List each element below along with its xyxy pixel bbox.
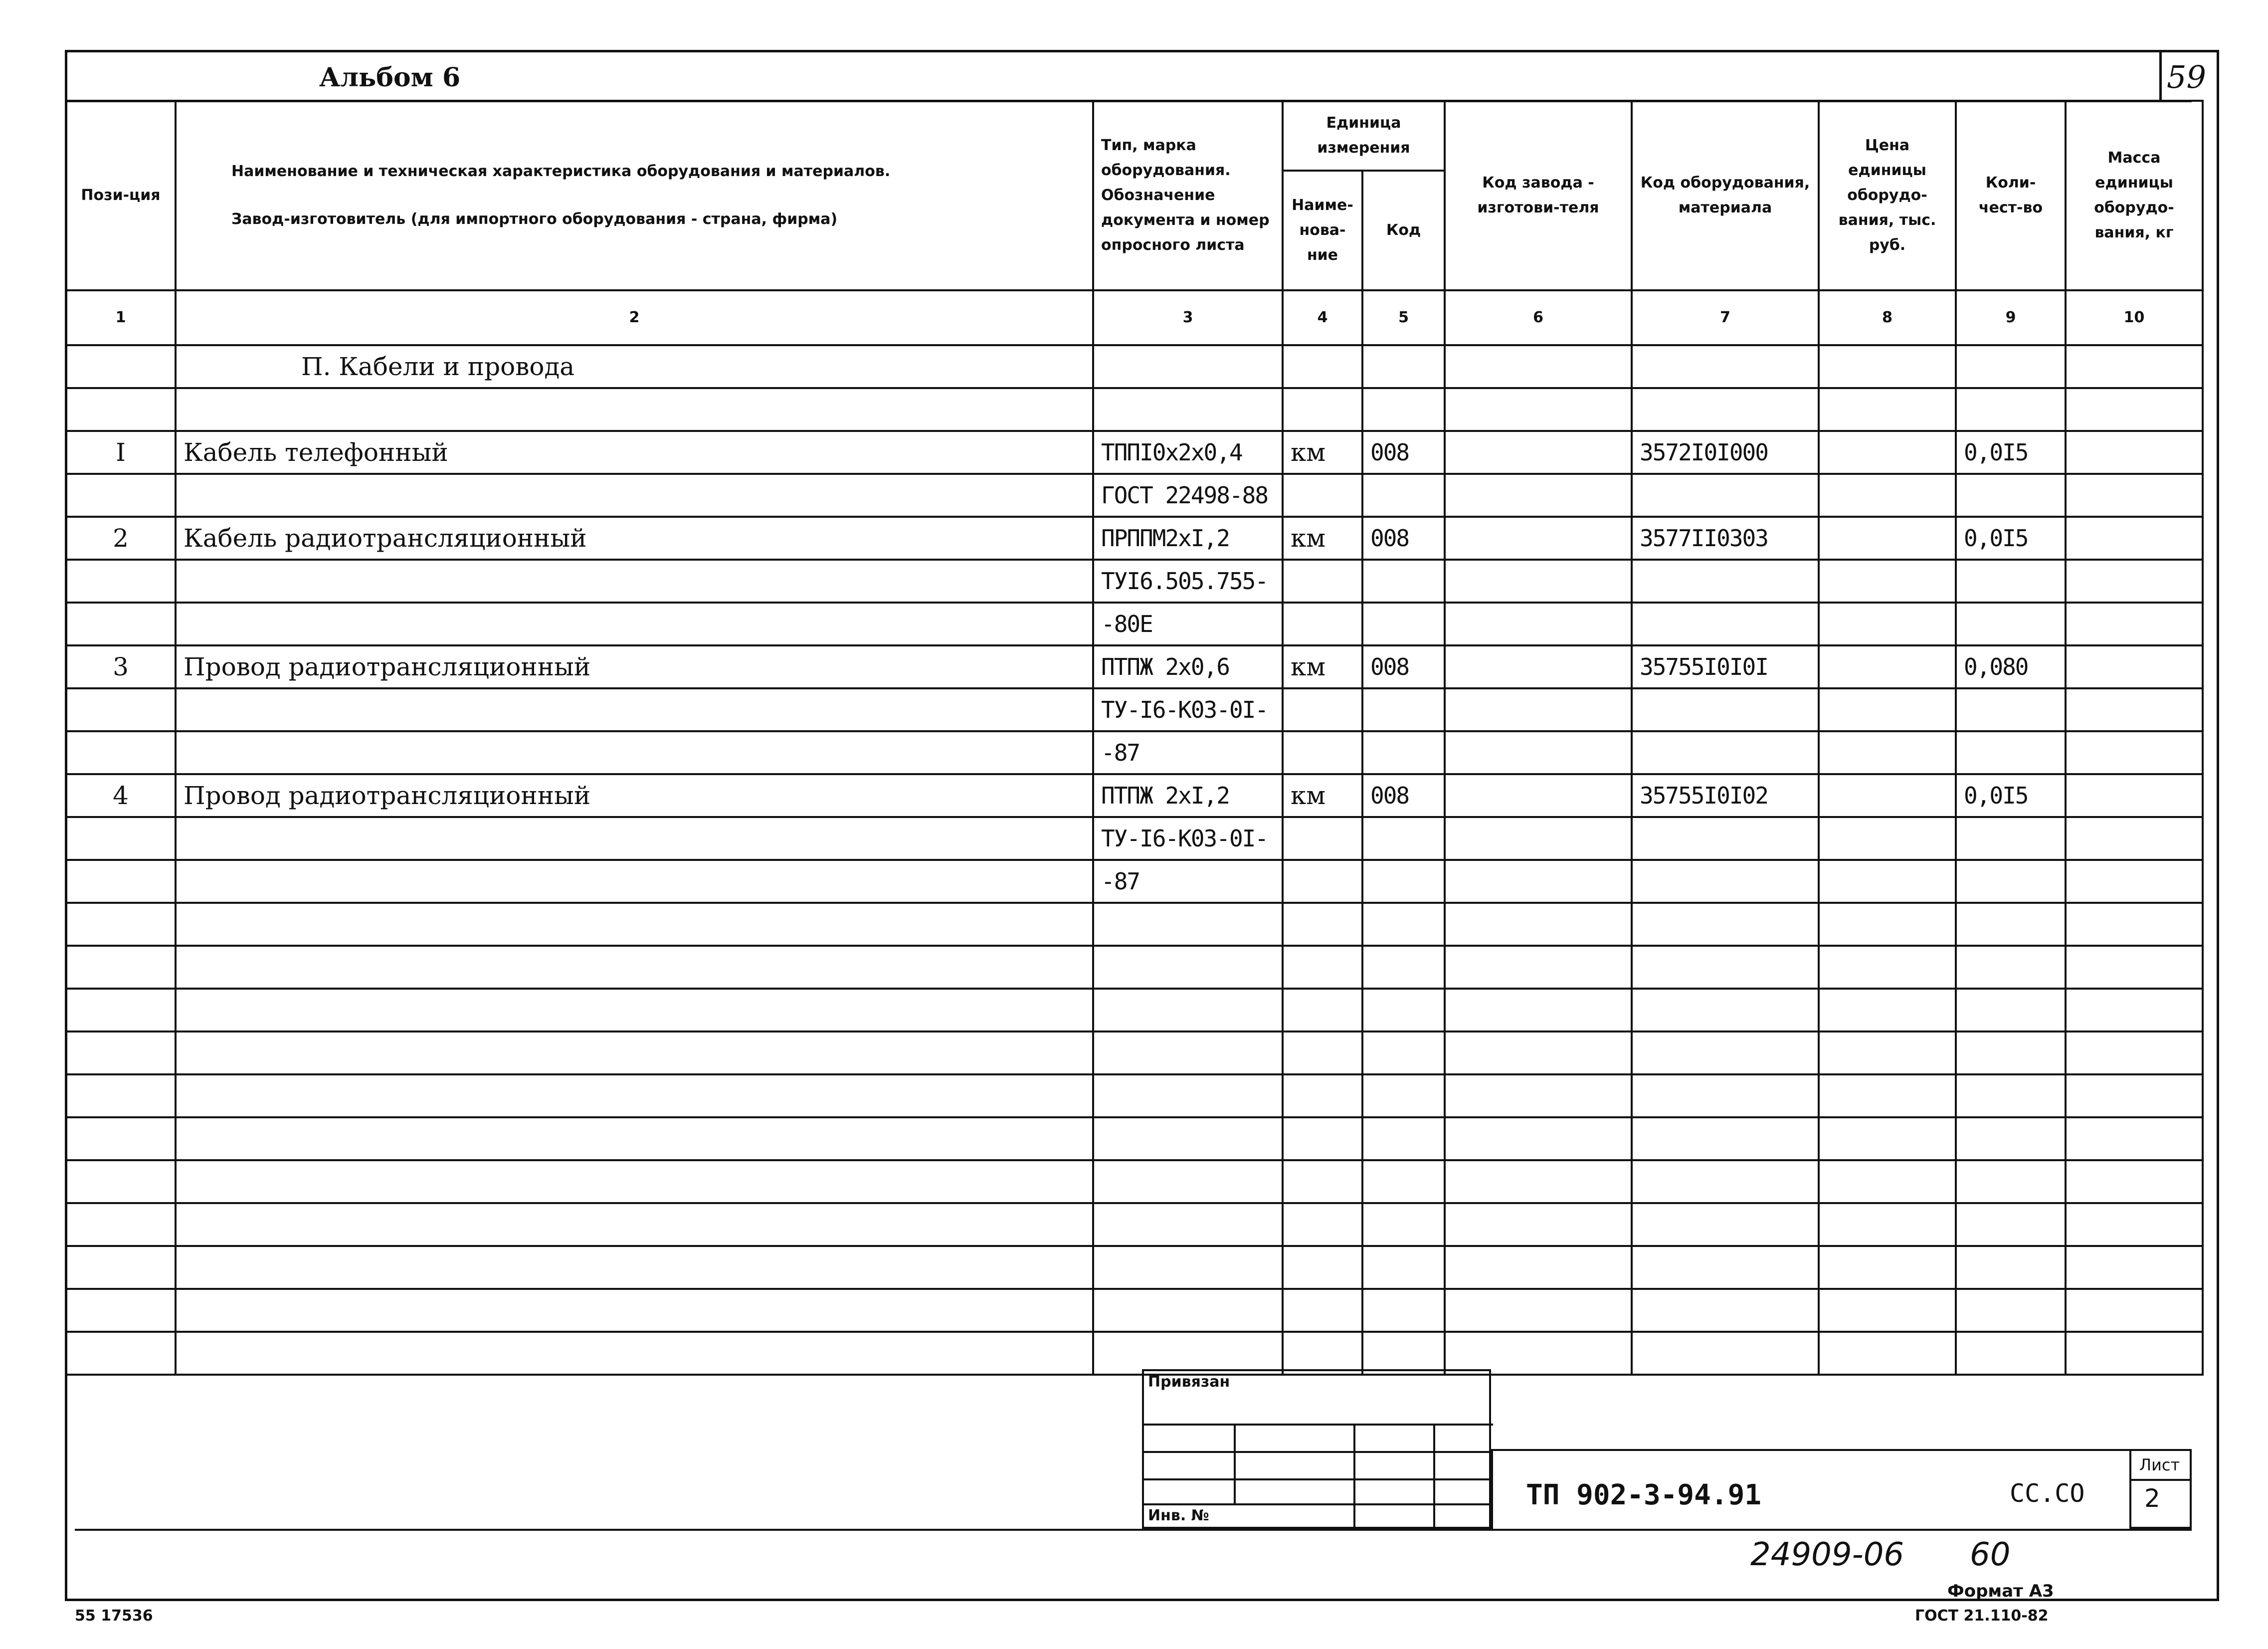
cell-unit: км — [1283, 645, 1362, 688]
section-row — [66, 345, 2203, 388]
col-header-mass: Масса единицы оборудо-вания, кг — [2066, 101, 2203, 290]
cell-type: ПТПЖ 2х0,6 — [1093, 645, 1283, 688]
blank-row — [66, 1074, 2203, 1117]
cell-qty: 0,0I5 — [1956, 517, 2066, 560]
cell-type: ТУI6.505.755- — [1093, 560, 1283, 603]
format-label: Формат А3 — [1947, 1581, 2054, 1601]
cell-pos: 2 — [66, 517, 176, 560]
binding-stamp — [1142, 1369, 1491, 1529]
stamp-line — [1433, 1424, 1435, 1531]
col-header-position: Пози-ция — [66, 101, 176, 290]
album-label: Альбом 6 — [319, 62, 461, 93]
col-number: 1 — [66, 290, 176, 345]
col-header-name-line2: Завод-изготовитель (для импортного оборудования - страна, фирма) — [231, 210, 838, 228]
col-header-price: Цена единицы оборудо-вания, тыс. руб. — [1819, 101, 1956, 290]
table-row — [66, 517, 2203, 560]
cell-unit: км — [1283, 431, 1362, 474]
cell-equip-code: 35755I0I02 — [1632, 774, 1819, 817]
col-number: 2 — [176, 290, 1093, 345]
sheet-label: Лист — [2139, 1455, 2180, 1474]
table-row — [66, 774, 2203, 817]
cell-type: ТППI0х2х0,4 — [1093, 431, 1283, 474]
col-number: 8 — [1819, 290, 1956, 345]
inv-no-label: Инв. № — [1148, 1507, 1209, 1524]
blank-row — [66, 1332, 2203, 1375]
gost-label: ГОСТ 21.110-82 — [1915, 1607, 2049, 1625]
cell-type: ПТПЖ 2хI,2 — [1093, 774, 1283, 817]
cell-equip-code: 3572I0I000 — [1632, 431, 1819, 474]
sheet-value: 2 — [2144, 1484, 2160, 1513]
col-header-unit-code: Код — [1362, 171, 1445, 290]
table-row — [66, 560, 2203, 603]
cell-equip-code: 35755I0I0I — [1632, 645, 1819, 688]
stamp-line — [1144, 1503, 1493, 1505]
cell-name: Кабель радиотрансляционный — [176, 517, 1093, 560]
blank-row — [66, 1289, 2203, 1332]
cell-name: Кабель телефонный — [176, 431, 1093, 474]
table-row — [66, 860, 2203, 903]
col-number: 10 — [2066, 290, 2203, 345]
col-number: 5 — [1362, 290, 1445, 345]
title-block-line — [75, 1529, 2192, 1531]
col-number: 3 — [1093, 290, 1283, 345]
document-code: ТП 902-3-94.91 — [1526, 1479, 1762, 1511]
cell-name: Провод радиотрансляционный — [176, 774, 1093, 817]
section-title: П. Кабели и провода — [176, 345, 1093, 388]
sheet-number: 59 — [2167, 59, 2206, 95]
col-number: 7 — [1632, 290, 1819, 345]
table-row — [66, 731, 2203, 774]
cell-type: -87 — [1093, 731, 1283, 774]
blank-row — [66, 1160, 2203, 1203]
table-row — [66, 645, 2203, 688]
stamp-line — [1234, 1424, 1236, 1503]
blank-row — [66, 1203, 2203, 1246]
stamp-line — [1144, 1424, 1493, 1426]
cell-type: ТУ-I6-К03-0I- — [1093, 688, 1283, 731]
col-number: 4 — [1283, 290, 1362, 345]
cell-unit: км — [1283, 517, 1362, 560]
col-header-name-line1: Наименование и техническая характеристика оборудования и материалов. — [231, 163, 891, 180]
col-header-type: Тип, марка оборудования. Обозначение документа и номер опросного листа — [1093, 101, 1283, 290]
blank-row — [66, 1246, 2203, 1289]
col-header-qty: Коли-чест-во — [1956, 101, 2066, 290]
cell-unit-code: 008 — [1362, 517, 1445, 560]
blank-row — [66, 1117, 2203, 1160]
cell-pos: 3 — [66, 645, 176, 688]
handwritten-page: 60 — [1970, 1536, 2011, 1573]
cell-type: ПРППМ2хI,2 — [1093, 517, 1283, 560]
col-header-name — [176, 101, 1093, 290]
handwritten-number: 24909-06 — [1750, 1536, 1904, 1573]
stamp-line — [1144, 1478, 1493, 1480]
document-suffix: СС.СО — [2010, 1479, 2085, 1508]
stamp-line — [1353, 1424, 1355, 1531]
col-number: 9 — [1956, 290, 2066, 345]
privyazan-label: Привязан — [1148, 1373, 1230, 1391]
table-row — [66, 817, 2203, 860]
cell-type: ТУ-I6-К03-0I- — [1093, 817, 1283, 860]
cell-unit-code: 008 — [1362, 774, 1445, 817]
table-row — [66, 688, 2203, 731]
blank-row — [66, 989, 2203, 1031]
title-block-line — [1491, 1449, 2192, 1451]
col-header-unit: Единица измерения — [1283, 101, 1445, 171]
cell-qty: 0,0I5 — [1956, 774, 2066, 817]
stamp-line — [1144, 1451, 1493, 1453]
cell-equip-code: 3577II0303 — [1632, 517, 1819, 560]
cell-unit-code: 008 — [1362, 431, 1445, 474]
title-block-line — [1491, 1449, 1493, 1529]
col-header-plant-code: Код завода - изготови-теля — [1445, 101, 1632, 290]
cell-name: Провод радиотрансляционный — [176, 645, 1093, 688]
col-header-unit-name: Наиме-нова-ние — [1283, 171, 1362, 290]
cell-pos: I — [66, 431, 176, 474]
blank-row — [66, 1031, 2203, 1074]
table-row — [66, 474, 2203, 517]
cell-type: -87 — [1093, 860, 1283, 903]
specification-table — [65, 100, 2204, 1376]
cell-qty: 0,0I5 — [1956, 431, 2066, 474]
col-header-equip-code: Код оборудования, материала — [1632, 101, 1819, 290]
table-row — [66, 603, 2203, 645]
cell-type: -80Е — [1093, 603, 1283, 645]
table-row — [66, 431, 2203, 474]
blank-row — [66, 388, 2203, 431]
cell-unit-code: 008 — [1362, 645, 1445, 688]
col-number: 6 — [1445, 290, 1632, 345]
corner-number: 55 17536 — [75, 1607, 153, 1625]
cell-unit: км — [1283, 774, 1362, 817]
cell-type: ГОСТ 22498-88 — [1093, 474, 1283, 517]
blank-row — [66, 903, 2203, 946]
cell-qty: 0,080 — [1956, 645, 2066, 688]
cell-pos: 4 — [66, 774, 176, 817]
blank-row — [66, 946, 2203, 989]
sheet-box-line — [2129, 1479, 2192, 1481]
